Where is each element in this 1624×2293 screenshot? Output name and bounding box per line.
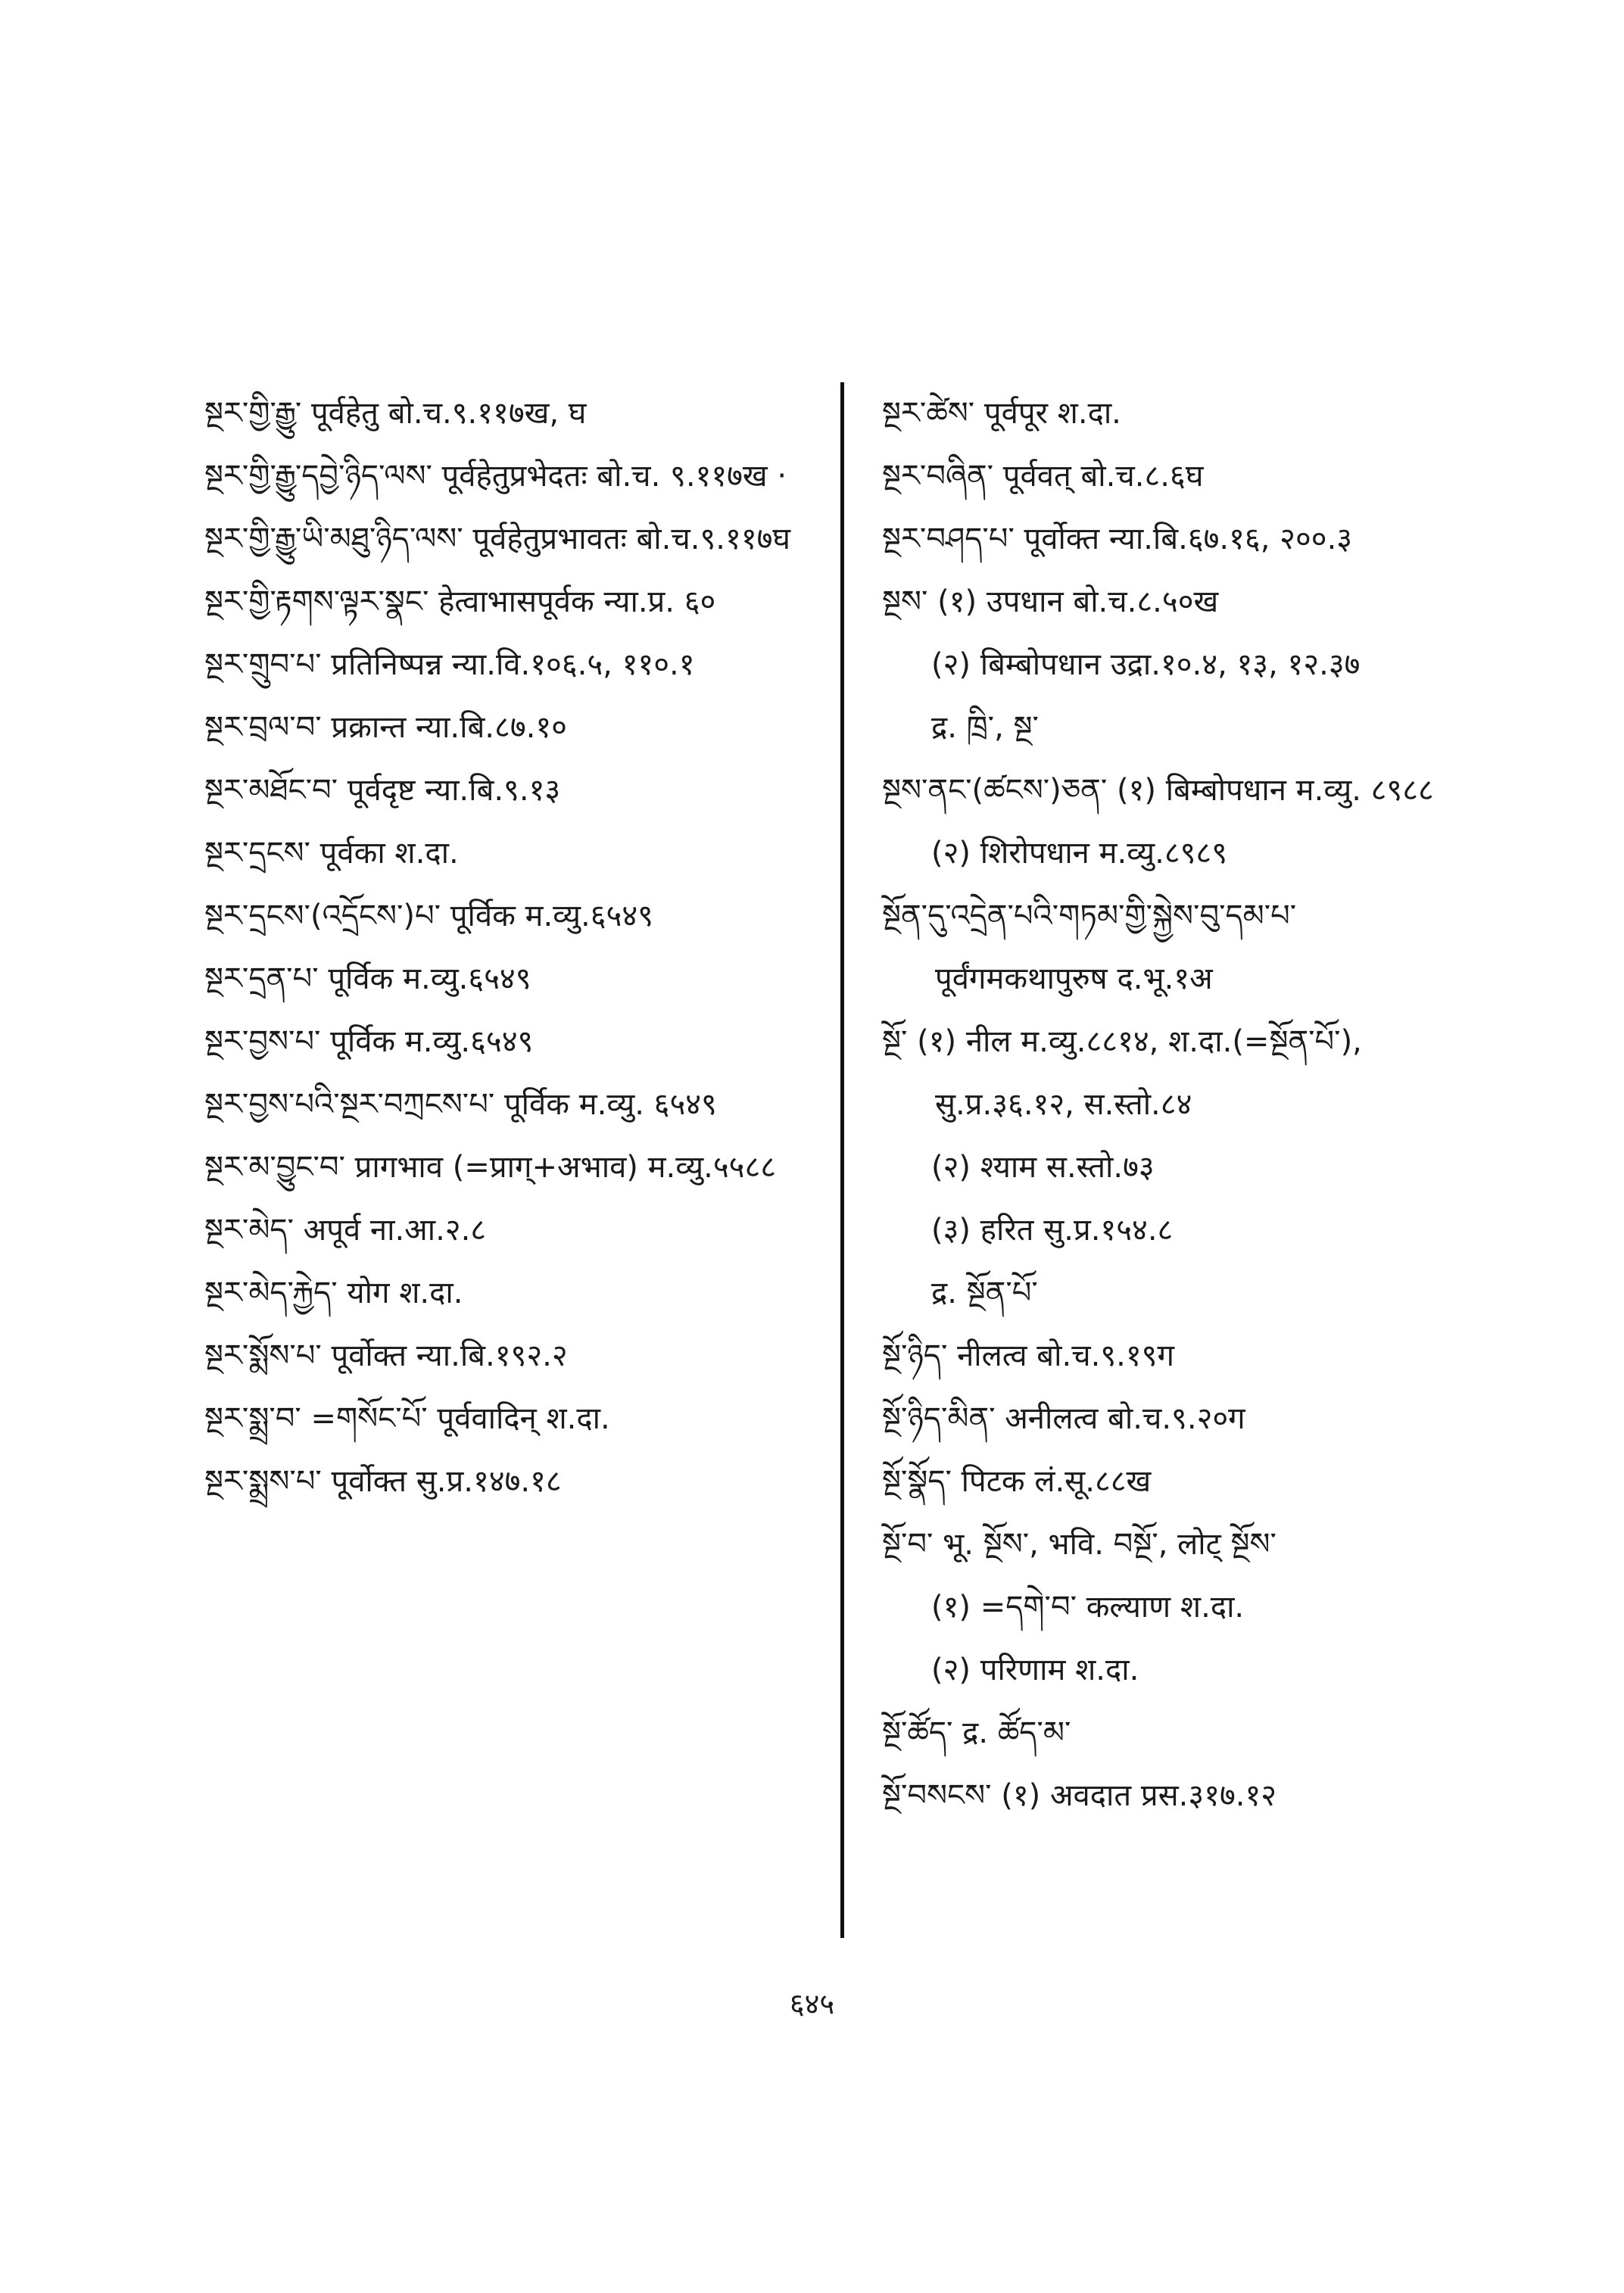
left-column <box>204 382 810 1513</box>
dictionary-entry: སྔོ་བསངས་ (१) अवदात प्रस.३१७.१२ <box>882 1778 1277 1813</box>
dictionary-entry: སྔར་གྱི་རྒྱུ་ पूर्वहेतु बो.च.९.११७ख, घ <box>204 396 587 431</box>
dictionary-subentry: (१) =དགེ་བ་ कल्याण श.दा. <box>931 1590 1245 1625</box>
dictionary-entry: སྔོན་དུ་འདྲེན་པའི་གཏམ་གྱི་སྐྱེས་བུ་དམ་པ་ पूर्वंगमकथापुरुष द.भू.१अ <box>882 899 1297 996</box>
dictionary-entry: སྔར་གྲུབ་པ་ प्रतिनिष्पन्न न्या.वि.१०६.५, ११०.१ <box>204 647 695 682</box>
right-column <box>882 382 1465 1827</box>
dictionary-entry: སྔར་མེད་ अपूर्व ना.आ.२.८ <box>204 1213 487 1248</box>
column-divider <box>840 382 844 1938</box>
dictionary-subentry: द्र. ཁྲི་, སྔ་ <box>931 710 1039 745</box>
dictionary-entry: སྔར་མཐོང་བ་ पूर्वदृष्ट न्या.बि.९.१३ <box>204 773 561 808</box>
dictionary-entry: སྔོ་ཉིད་མིན་ अनीलत्व बो.च.९.२०ग <box>882 1401 1245 1436</box>
dictionary-entry: སྔར་གྱི་རྒྱུ་ཡི་མཐུ་ཉིད་ལས་ पूर्वहेतुप्रभावतः बो.च.९.११७घ <box>204 522 791 556</box>
dictionary-entry: སྔས་ནང་(ཚངས་)ཅན་ (१) बिम्बोपधान म.व्यु. ८९८८ <box>882 773 1434 808</box>
dictionary-entry: སྔར་བྱས་པའི་སྔར་བཀྲངས་པ་ पूर्विक म.व्यु. ६५४९ <box>204 1087 717 1122</box>
dictionary-subentry: (२) बिम्बोपधान उद्रा.१०.४, १३, १२.३७ <box>931 647 1361 682</box>
dictionary-entry: སྔར་མ་བྱུང་བ་ प्रागभाव (=प्राग्+अभाव) म.व्यु.५५८८ <box>204 1150 777 1185</box>
dictionary-entry: སྔོ་སྣོད་ पिटक लं.सू.८८ख <box>882 1464 1152 1499</box>
dictionary-entry: སྔར་གྱི་རྒྱུ་དབྱེ་ཉིད་ལས་ पूर्वहेतुप्रभेदतः बो.च. ९.११७ख · <box>204 459 787 494</box>
dictionary-subentry: (२) शिरोपधान म.व्यु.८९८९ <box>931 836 1228 871</box>
dictionary-entry: སྔར་བཤད་པ་ पूर्वोक्त न्या.बि.६७.१६, २००.३ <box>882 522 1353 556</box>
dictionary-entry: སྔར་བཞིན་ पूर्ववत् बो.च.८.६घ <box>882 459 1204 494</box>
dictionary-subentry: द्र. སྔོན་པོ་ <box>931 1276 1038 1310</box>
dictionary-entry: སྔར་དྲངས་(འདྲོངས་)པ་ पूर्विक म.व्यु.६५४९ <box>204 899 653 933</box>
dictionary-subentry: (३) हरित सु.प्र.१५४.८ <box>931 1213 1174 1248</box>
dictionary-entry: སྔར་སྨོས་པ་ पूर्वोक्त न्या.बि.१९२.२ <box>204 1338 568 1373</box>
dictionary-entry: སྔར་དྲན་པ་ पूर्विक म.व्यु.६५४९ <box>204 961 531 996</box>
dictionary-entry: སྔར་བྲལ་བ་ प्रक्रान्त न्या.बि.८७.१० <box>204 710 567 745</box>
dictionary-entry: སྔར་སྨྲ་བ་ =གསོང་པོ་ पूर्ववादिन् श.दा. <box>204 1401 610 1436</box>
dictionary-entry: སྔར་དྲངས་ पूर्वका श.दा. <box>204 836 459 871</box>
dictionary-entry: སྔར་སྨྲས་པ་ पूर्वोक्त सु.प्र.१४७.१८ <box>204 1464 562 1499</box>
dictionary-entry: སྔོ་ (१) नील म.व्यु.८८१४, श.दा.(=སྔོན་པོ་), सु.प्र.३६.१२, स.स्तो.८४ <box>882 1024 1362 1122</box>
dictionary-entry: སྔོ་ཚོད་ द्र. ཚོད་མ་ <box>882 1715 1071 1750</box>
dictionary-entry: སྔར་བྱས་པ་ पूर्विक म.व्यु.६५४९ <box>204 1024 534 1059</box>
dictionary-subentry: (२) श्याम स.स्तो.७३ <box>931 1150 1155 1185</box>
dictionary-entry: སྔོ་ཉིད་ नीलत्व बो.च.९.१९ग <box>882 1338 1174 1373</box>
dictionary-entry: སྔར་མེད་རྐྱེད་ योग श.दा. <box>204 1276 463 1310</box>
dictionary-entry: སྔར་གྱི་རྟགས་ལྟར་སྣང་ हेत्वाभासपूर्वक न्या.प्र. ६० <box>204 584 716 619</box>
dictionary-entry: སྔས་ (१) उपधान बो.च.८.५०ख <box>882 584 1219 619</box>
page-number: ६४५ <box>789 1987 835 2020</box>
dictionary-entry: སྔོ་བ་ भू. སྔོས་, भवि. བསྔོ་, लोट् སྔོས་ <box>882 1527 1276 1562</box>
dictionary-entry: སྔར་ཚེས་ पूर्वपूर श.दा. <box>882 396 1121 431</box>
dictionary-subentry: (२) परिणाम श.दा. <box>931 1653 1139 1687</box>
